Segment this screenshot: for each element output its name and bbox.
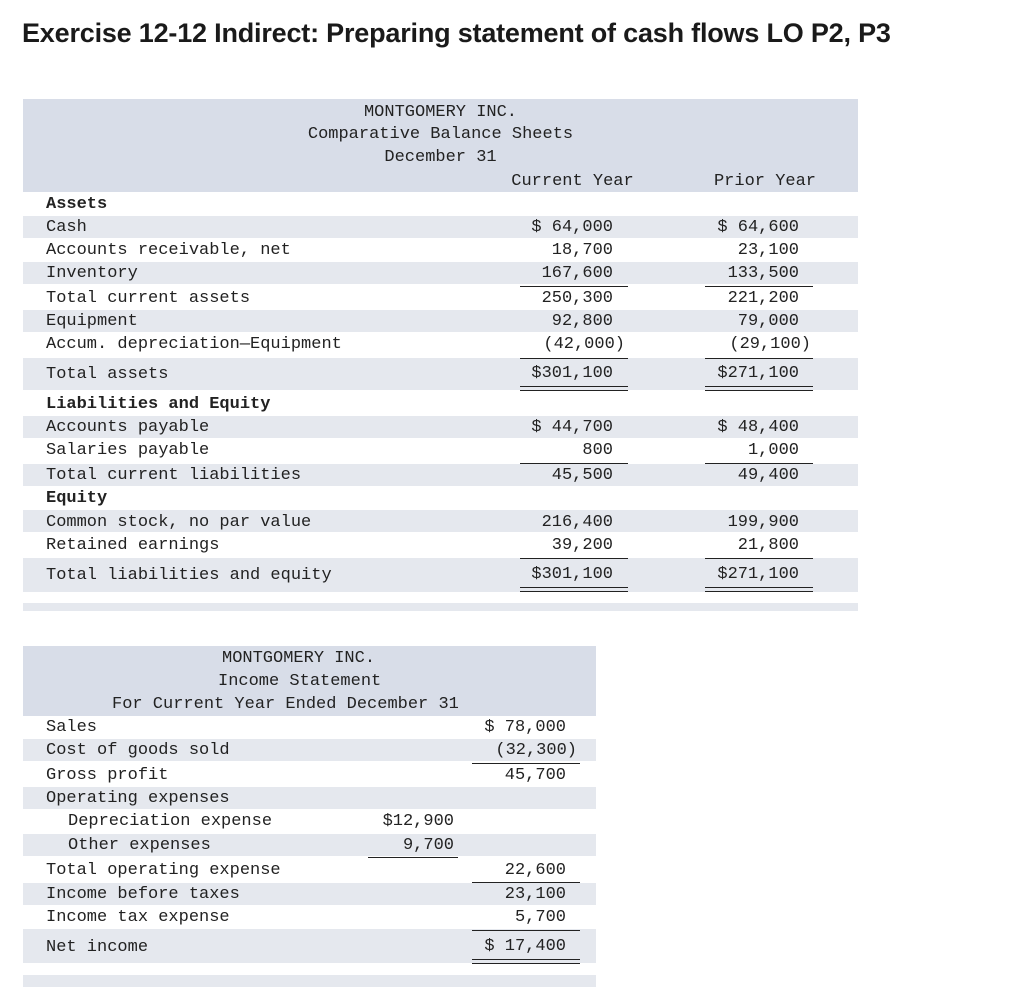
total-double-underline xyxy=(520,386,628,391)
row-label: Total current liabilities xyxy=(46,466,302,485)
prior-value: $ 48,400 xyxy=(717,418,799,437)
current-value: $ 44,700 xyxy=(531,418,613,437)
row-label: Total operating expense xyxy=(46,861,281,880)
current-value: 216,400 xyxy=(541,513,613,532)
row-label: Inventory xyxy=(46,264,138,283)
subtotal-underline xyxy=(368,857,458,858)
row-label: Accum. depreciation—Equipment xyxy=(46,335,342,354)
row-label: Sales xyxy=(46,718,98,737)
row-label: Net income xyxy=(46,938,149,957)
prior-value: 133,500 xyxy=(727,264,799,283)
current-value: $ 64,000 xyxy=(531,218,613,237)
subtotal-underline xyxy=(520,463,628,464)
current-value: 92,800 xyxy=(551,312,613,331)
row-label: Accounts payable xyxy=(46,418,210,437)
row-label: Depreciation expense xyxy=(68,812,273,831)
equity-heading: Equity xyxy=(46,489,108,508)
total-double-underline xyxy=(705,386,813,391)
prior-value: 49,400 xyxy=(737,466,799,485)
current-value: 250,300 xyxy=(541,289,613,308)
subtotal-underline xyxy=(520,558,628,559)
prior-value: 21,800 xyxy=(737,536,799,555)
prior-value: 79,000 xyxy=(737,312,799,331)
prior-value: $271,100 xyxy=(717,364,799,383)
current-value: $301,100 xyxy=(531,565,613,584)
row-label: Other expenses xyxy=(68,836,211,855)
subtotal-underline xyxy=(705,558,813,559)
bs-date: December 31 xyxy=(384,148,497,167)
assets-heading: Assets xyxy=(46,195,108,214)
current-value: 167,600 xyxy=(541,264,613,283)
prior-value: 23,100 xyxy=(737,241,799,260)
subtotal-underline xyxy=(520,358,628,359)
total-double-underline xyxy=(472,959,580,964)
row-label: Income before taxes xyxy=(46,885,240,904)
prior-value: (29,100) xyxy=(729,335,811,354)
outer-value: 5,700 xyxy=(514,908,566,927)
prior-value: 1,000 xyxy=(747,441,799,460)
prior-value: $ 64,600 xyxy=(717,218,799,237)
prior-value: $271,100 xyxy=(717,565,799,584)
bs-company-name: MONTGOMERY INC. xyxy=(363,103,518,122)
subtotal-underline xyxy=(472,930,580,931)
bs-statement-title: Comparative Balance Sheets xyxy=(307,125,574,144)
outer-value: $ 78,000 xyxy=(484,718,566,737)
is-statement-title: Income Statement xyxy=(218,672,382,691)
outer-value: $ 17,400 xyxy=(484,937,566,956)
row-label: Equipment xyxy=(46,312,138,331)
row-label: Total assets xyxy=(46,365,169,384)
page-title: Exercise 12-12 Indirect: Preparing statement of cash flows LO P2, P3 xyxy=(22,18,891,48)
current-value: (42,000) xyxy=(543,335,625,354)
liabilities-heading: Liabilities and Equity xyxy=(46,395,271,414)
outer-value: 23,100 xyxy=(504,885,566,904)
row-label: Cost of goods sold xyxy=(46,741,230,760)
row-label: Total current assets xyxy=(46,289,251,308)
row-label: Accounts receivable, net xyxy=(46,241,291,260)
total-double-underline xyxy=(705,587,813,592)
current-value: $301,100 xyxy=(531,364,613,383)
outer-value: 45,700 xyxy=(504,766,566,785)
row-label: Cash xyxy=(46,218,87,237)
prior-value: 221,200 xyxy=(727,289,799,308)
row-label: Retained earnings xyxy=(46,536,220,555)
current-value: 39,200 xyxy=(551,536,613,555)
subtotal-underline xyxy=(705,358,813,359)
row-label: Gross profit xyxy=(46,766,169,785)
subtotal-underline xyxy=(472,763,580,764)
row-label: Total liabilities and equity xyxy=(46,566,332,585)
inner-value: 9,700 xyxy=(402,836,454,855)
row-label: Common stock, no par value xyxy=(46,513,312,532)
row-label: Income tax expense xyxy=(46,908,230,927)
subtotal-underline xyxy=(705,286,813,287)
current-value: 18,700 xyxy=(551,241,613,260)
row-label: Operating expenses xyxy=(46,789,230,808)
subtotal-underline xyxy=(472,882,580,883)
bs-col-current-year: Current Year xyxy=(511,172,634,191)
outer-value: (32,300) xyxy=(495,741,577,760)
subtotal-underline xyxy=(705,463,813,464)
is-company-name: MONTGOMERY INC. xyxy=(222,649,376,668)
outer-value: 22,600 xyxy=(504,861,566,880)
total-double-underline xyxy=(520,587,628,592)
subtotal-underline xyxy=(520,286,628,287)
row-label: Salaries payable xyxy=(46,441,210,460)
bs-col-prior-year: Prior Year xyxy=(713,172,817,191)
inner-value: $12,900 xyxy=(382,812,454,831)
current-value: 45,500 xyxy=(551,466,613,485)
is-period: For Current Year Ended December 31 xyxy=(112,695,459,714)
current-value: 800 xyxy=(582,441,613,460)
prior-value: 199,900 xyxy=(727,513,799,532)
